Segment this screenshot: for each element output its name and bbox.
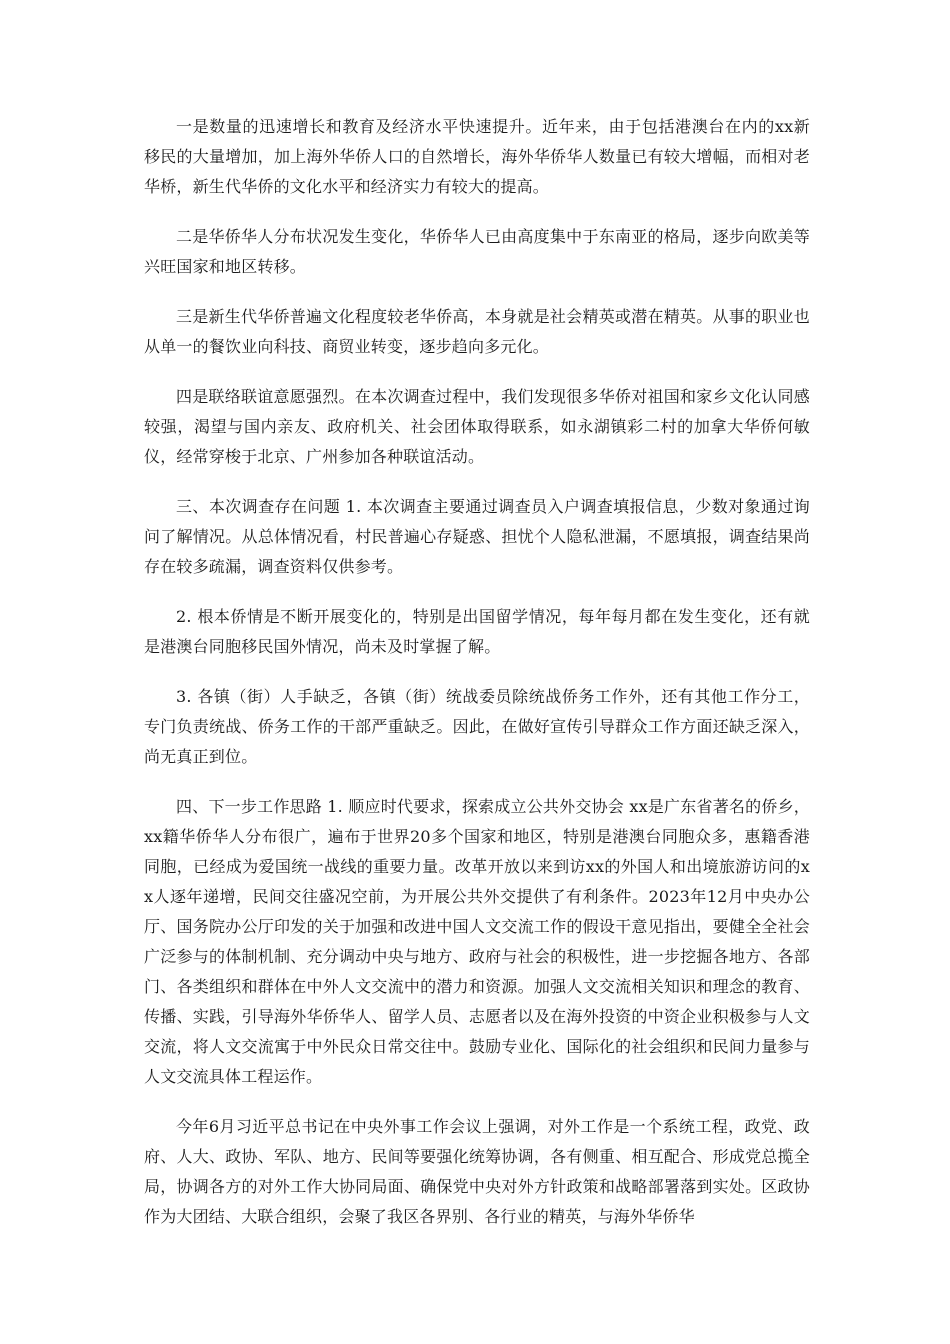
paragraph-3: 三是新生代华侨普遍文化程度较老华侨高，本身就是社会精英或潜在精英。从事的职业也从单一的餐饮业向科技、商贸业转变，逐步趋向多元化。 <box>144 307 810 356</box>
paragraph-9: 今年6月习近平总书记在中央外事工作会议上强调，对外工作是一个系统工程，政党、政府、人大、政协、军队、地方、民间等要强化统筹协调，各有侧重、相互配合、形成党总揽全局，协调各方的对外工作大协同局面、确保党中央对外方针政策和战略部署落到实处。区政协作为大团结、大联合组织，会聚了我区各界别、各行业的精英，与海外华侨华 <box>144 1117 810 1226</box>
paragraph-7: 3. 各镇（街）人手缺乏，各镇（街）统战委员除统战侨务工作外，还有其他工作分工，专门负责统战、侨务工作的干部严重缺乏。因此，在做好宣传引导群众工作方面还缺乏深入，尚无真正到位。 <box>144 687 810 766</box>
document-body <box>144 112 810 1252</box>
paragraph-2: 二是华侨华人分布状况发生变化，华侨华人已由高度集中于东南亚的格局，逐步向欧美等兴旺国家和地区转移。 <box>144 227 810 276</box>
paragraph-8: 四、下一步工作思路 1. 顺应时代要求，探索成立公共外交协会 xx是广东省著名的侨乡，xx籍华侨华人分布很广，遍布于世界20多个国家和地区，特别是港澳台同胞众多，惠籍香港同胞，已经成为爱国统一战线的重要力量。改革开放以来到访xx的外国人和出境旅游访问的xx人逐年递增，民间交往盛况空前，为开展公共外交提供了有利条件。2023年12月中央办公厅、国务院办公厅印发的关于加强和改进中国人文交流工作的假设干意见指出，要健全全社会广泛参与的体制机制、充分调动中央与地方、政府与社会的积极性，进一步挖掘各地方、各部门、各类组织和群体在中外人文交流中的潜力和资源。加强人文交流相关知识和理念的教育、传播、实践，引导海外华侨华人、留学人员、志愿者以及在海外投资的中资企业积极参与人文交流，将人文交流寓于中外民众日常交往中。鼓励专业化、国际化的社会组织和民间力量参与人文交流具体工程运作。 <box>144 797 810 1086</box>
paragraph-6: 2. 根本侨情是不断开展变化的，特别是出国留学情况，每年每月都在发生变化，还有就是港澳台同胞移民国外情况，尚未及时掌握了解。 <box>144 607 810 656</box>
paragraph-4: 四是联络联谊意愿强烈。在本次调查过程中，我们发现很多华侨对祖国和家乡文化认同感较强，渴望与国内亲友、政府机关、社会团体取得联系，如永湖镇彩二村的加拿大华侨何敏仪，经常穿梭于北京、广州参加各种联谊活动。 <box>144 387 810 466</box>
paragraph-5: 三、本次调查存在问题 1. 本次调查主要通过调查员入户调查填报信息，少数对象通过询问了解情况。从总体情况看，村民普遍心存疑惑、担忧个人隐私泄漏，不愿填报，调查结果尚存在较多疏漏，调查资料仅供参考。 <box>144 497 810 576</box>
paragraph-1: 一是数量的迅速增长和教育及经济水平快速提升。近年来，由于包括港澳台在内的xx新移民的大量增加，加上海外华侨人口的自然增长，海外华侨华人数量已有较大增幅，而相对老华桥，新生代华侨的文化水平和经济实力有较大的提高。 <box>144 117 810 196</box>
